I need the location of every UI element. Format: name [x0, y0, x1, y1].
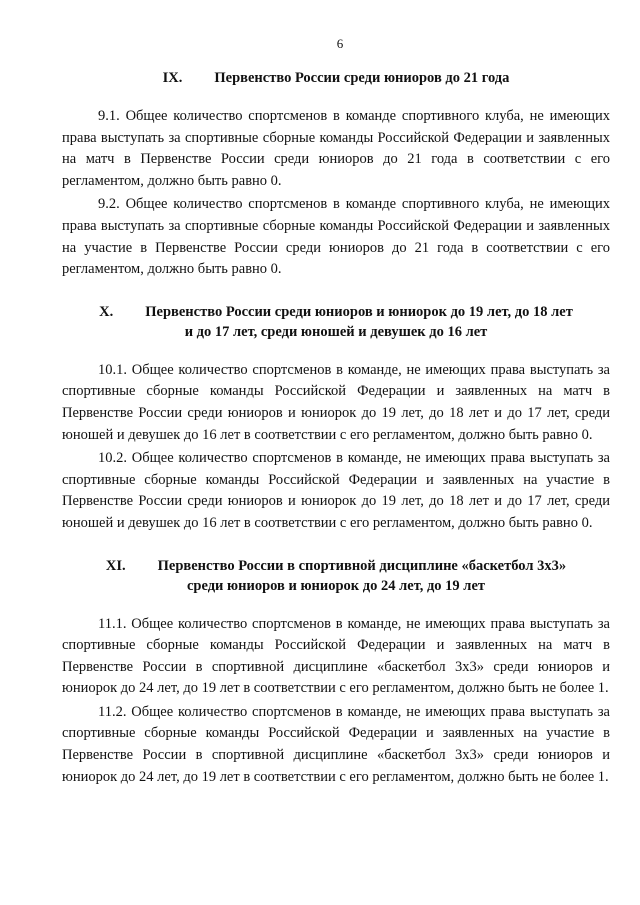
- page-number: 6: [336, 36, 344, 51]
- section-number: IX.: [162, 70, 183, 86]
- paragraph-10-2: 10.2. Общее количество спортсменов в команде, не имеющих права выступать за спортивные сборные команды Российской Федерации и заявленных на участие в Первенстве России среди юниоров и юниорок до 19 лет, до 18 лет и до 17 лет, среди юношей и девушек до 16 лет в соответствии с его регламентом, должно быть равно 0.: [62, 450, 610, 531]
- paragraph-10-1: 10.1. Общее количество спортсменов в команде, не имеющих права выступать за спортивные сборные команды Российской Федерации и заявленных на матч в Первенстве России среди юниоров и юниорок до 19 лет, до 18 лет и до 17 лет, среди юношей и девушек до 16 лет в соответствии с его регламентом, должно быть равно 0.: [62, 361, 610, 443]
- section-number: X.: [99, 303, 114, 320]
- section-heading: [62, 302, 610, 342]
- section-heading: [62, 68, 610, 88]
- paragraph-11-2: 11.2. Общее количество спортсменов в команде, не имеющих права выступать за спортивные сборные команды Российской Федерации и заявленных на участие в Первенстве России в спортивной дисциплине «баскетбол 3х3» среди юниоров и юниорок до 24 лет, до 19 лет в соответствии с его регламентом, должно быть не более 1.: [62, 703, 610, 785]
- paragraph-9-1: 9.1. Общее количество спортсменов в команде спортивного клуба, не имеющих права выступать за спортивные сборные команды Российской Федерации и заявленных на матч в Первенстве России среди юниоров до 21 года в соответствии с его регламентом, должно быть равно 0.: [62, 108, 610, 189]
- section-title: Первенство России среди юниоров и юниорок до 19 лет, до 18 лет: [145, 303, 573, 320]
- section-number: XI.: [105, 557, 126, 574]
- section-xi: [62, 556, 610, 789]
- section-ix: [62, 68, 610, 281]
- section-x: [62, 302, 610, 535]
- section-title: Первенство России среди юниоров до 21 года: [214, 70, 510, 86]
- section-title: Первенство России в спортивной дисциплине «баскетбол 3х3»: [157, 557, 567, 574]
- paragraph-11-1: 11.1. Общее количество спортсменов в команде, не имеющих права выступать за спортивные сборные команды Российской Федерации и заявленных на матч в Первенстве России в спортивной дисциплине «баскетбол 3х3» среди юниоров и юниорок до 24 лет, до 19 лет в соответствии с его регламентом, должно быть не более 1.: [62, 615, 610, 697]
- paragraph-9-2: 9.2. Общее количество спортсменов в команде спортивного клуба, не имеющих права выступать за спортивные сборные команды Российской Федерации и заявленных на участие в Первенстве России среди юниоров до 21 года в соответствии с его регламентом, должно быть равно 0.: [62, 196, 610, 278]
- section-title-continued: и до 17 лет, среди юношей и девушек до 16 лет: [184, 323, 488, 340]
- section-title-continued: среди юниоров и юниорок до 24 лет, до 19 лет: [186, 577, 486, 594]
- section-heading: [62, 556, 610, 596]
